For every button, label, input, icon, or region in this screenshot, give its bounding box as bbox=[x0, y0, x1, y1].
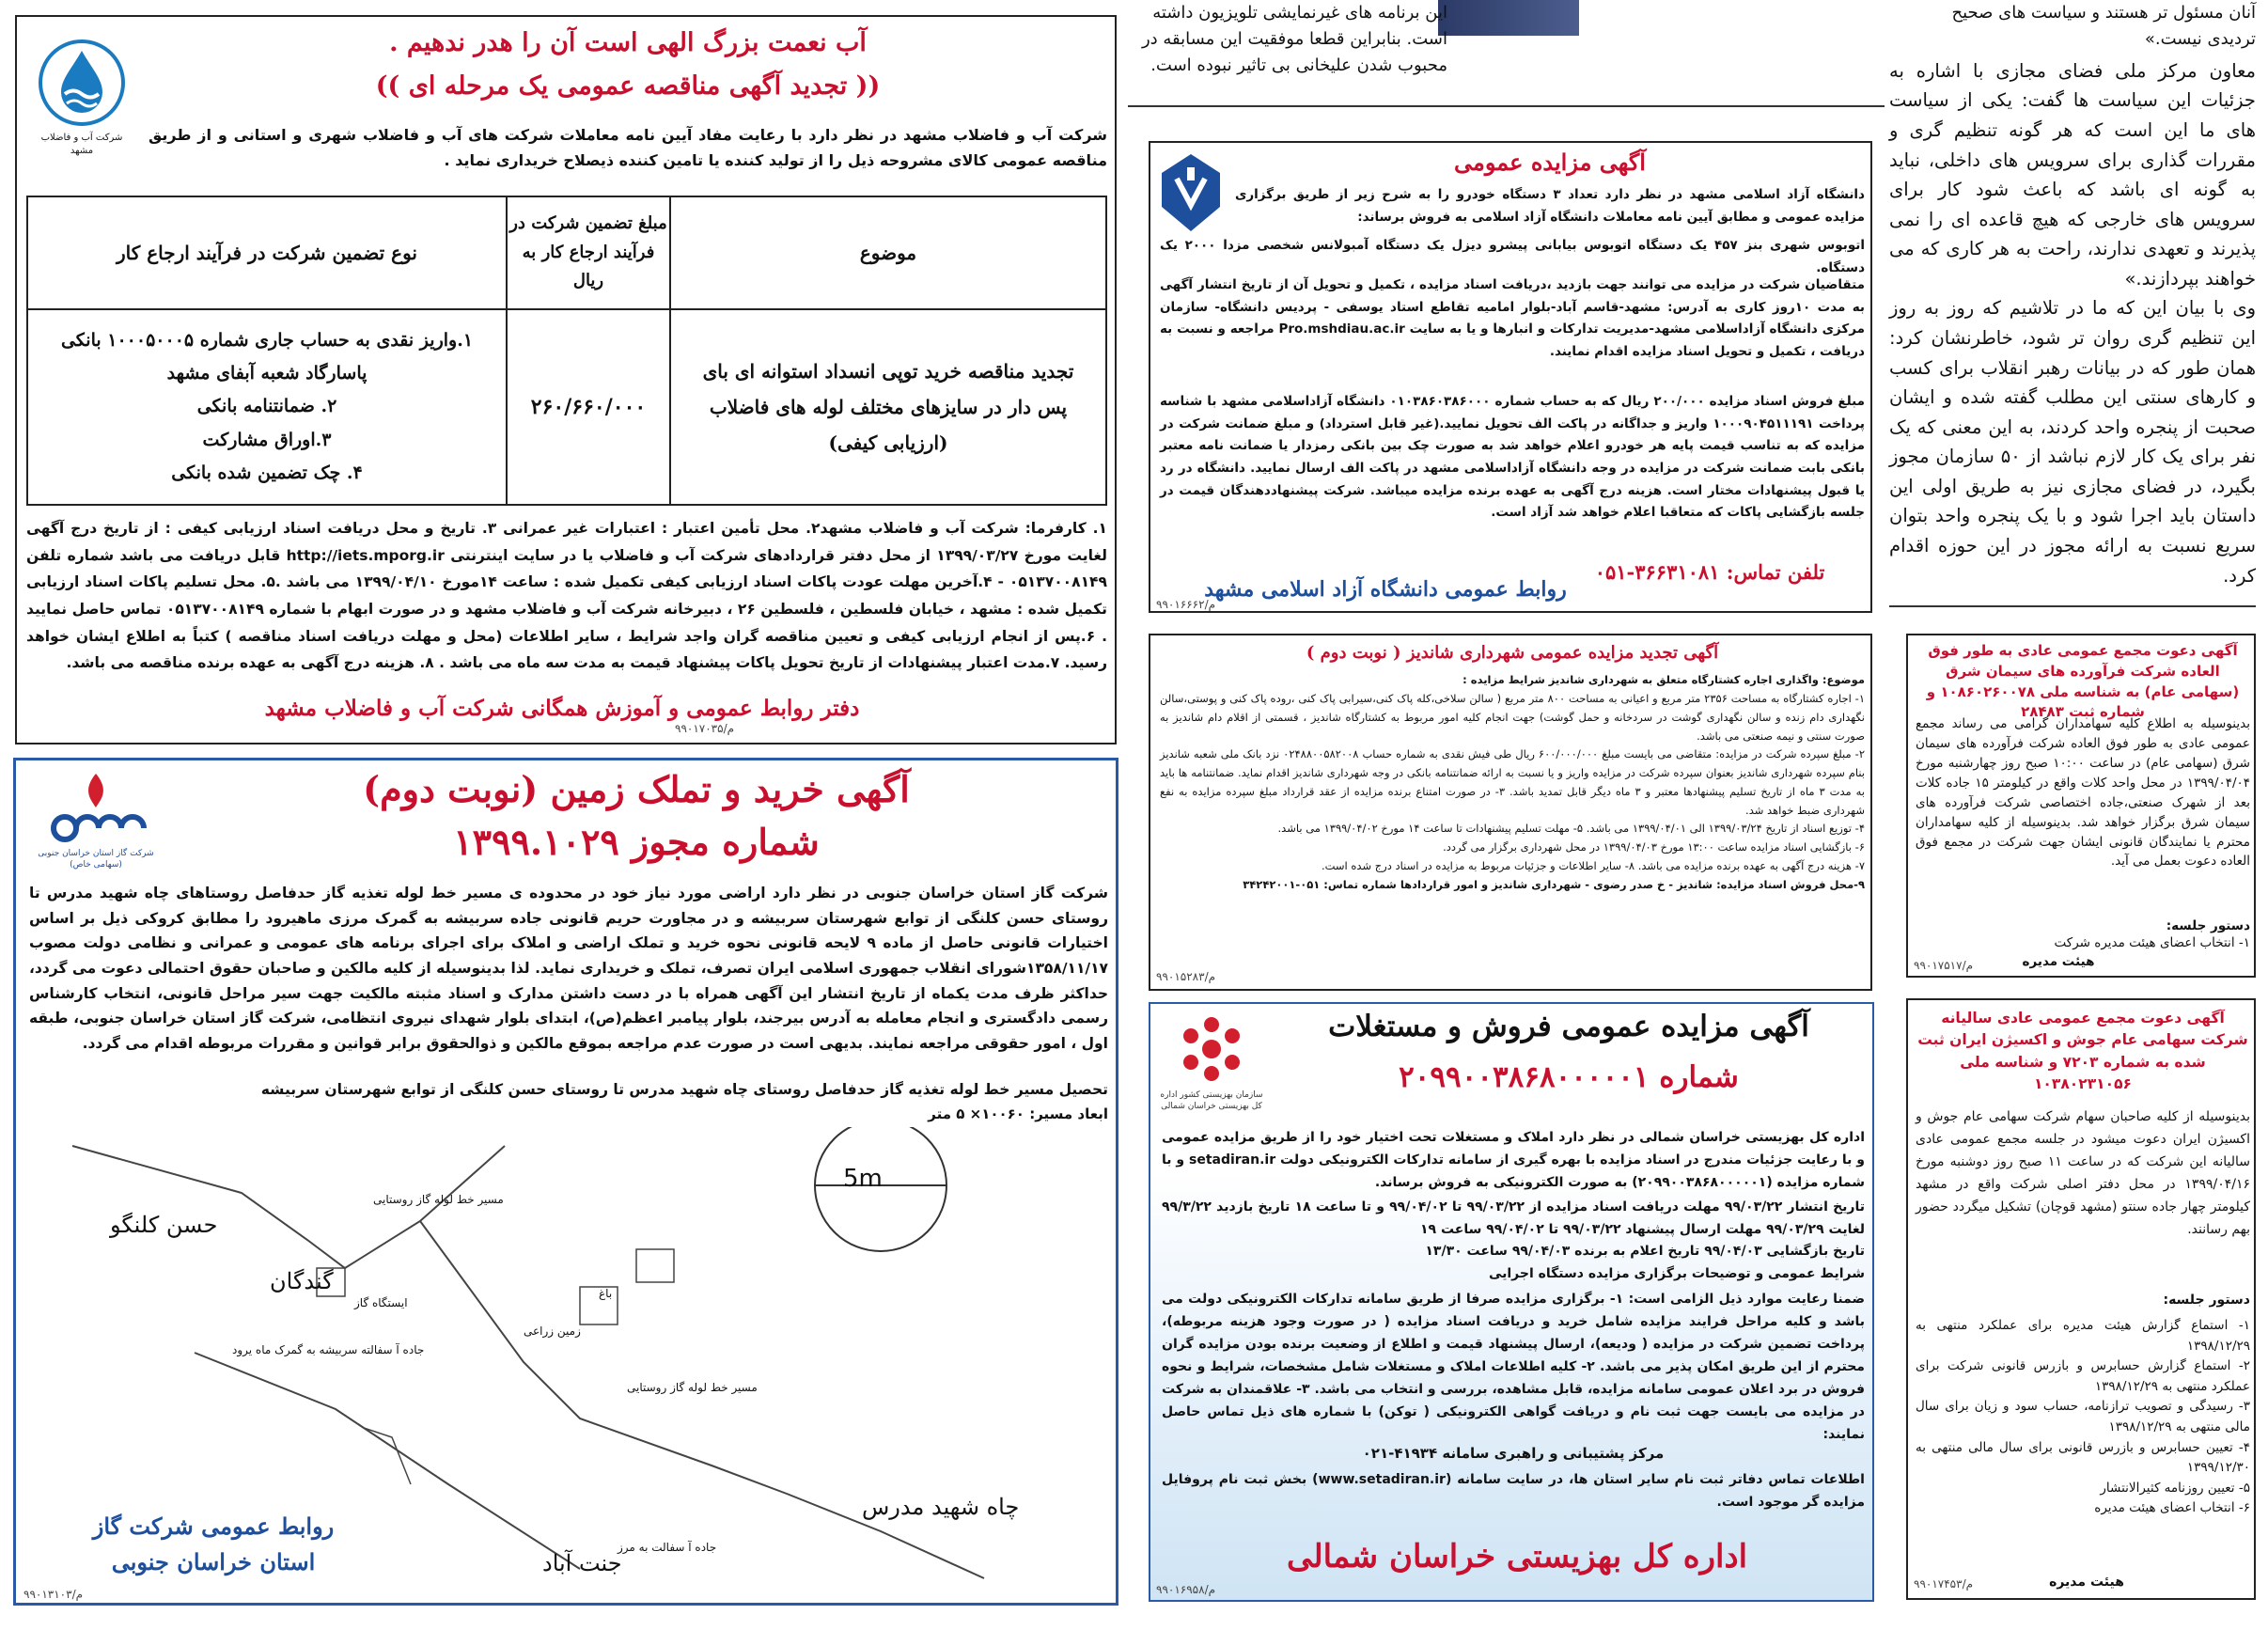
shandiz-item: ۹-محل فروش اسناد مزایده: شاندیز - خ صدر رضوی - شهرداری شاندیز و امور قراردادها شماره تماس: ۰۵۱-۳۴۲۴۲۰۰۱ bbox=[1243, 877, 1865, 891]
agenda-item: ۵- تعیین روزنامه کثیرالانتشار bbox=[2100, 1480, 2250, 1496]
water-footer: دفتر روابط عمومی و آموزش همگانی شرکت آب و فاضلاب مشهد bbox=[264, 696, 860, 721]
shandiz-item: ۱- اجاره کشتارگاه به مساحت ۲۳۵۶ متر مربع و اعیانی به مساحت ۸۰۰ متر مربع ( سالن سلاخی،کله پاک کنی،سیرابی پاک کنی ،روده پاک کنی و پوستی،سالن نگهداری دام زنده و سالن نگهداری گوشت در سردخانه و حمل گوشت) جهت انجام کلیه امور مربوط به کشتارگاه شاندیز ، قسمتی از اقلام دام شاندیز به صورت سنتی و نیمه صنعتی می باشد. bbox=[1160, 692, 1865, 743]
shandiz-item: ۲- مبلغ سپرده شرکت در مزایده: متقاضی می بایست مبلغ ۶۰۰/۰۰۰/۰۰۰ ریال طی فیش نقدی به شماره حساب ۰۲۴۸۸۰۰۵۸۲۰۰۸ نزد بانک ملی شعبه شاندیز بنام سپرده شهرداری شاندیز بعنوان سپرده شرکت در مزایده واریز و یا نسبت به ارائه ضمانتنامه بانکی در وجه شهرداری شاندیز اقدام نماید. ضمانتنامه ها باید به مدت ۳ ماه از تاریخ تسلیم پیشنهادها معتبر و ۳ ماه دیگر قابل تمدید باشد. ۳- در صورت امتناع برنده مزایده از عقد قرارداد مبلغ سپرده مزایده به نفع شهرداری ضبط خواهد شد. bbox=[1160, 747, 1865, 817]
top-mid-line-2: است. بنابراین قطعا موفقیت این مسابقه در bbox=[1141, 28, 1447, 49]
behzisti-conditions: ضمنا رعایت موارد ذیل الزامی است: ۱- برگزاری مزایده صرفا از طریق سامانه تدارکات الکترونیکی دولت می باشد و کلیه مراحل فرایند مزایده شامل خرید و دریافت اسناد مزایده ( در صورت وجود هزینه مربوطه)، پرداخت تضمین شرکت در مزایده ( ودیعه)، ارسال پیشنهاد قیمت و اطلاع از وضعیت برنده بودن مزایده گران محترم از این طریق امکان پذیر می باشد. ۲- کلیه اطلاعات املاک و مستغلات شامل مشخصات، شرایط و نحوه فروش در برد اعلان عمومی سامانه مزایده، قابل مشاهده، بررسی و انتخاب می باشد. ۳- علاقمندان به شرکت در مزایده می بایست جهت ثبت نام و دریافت گواهی الکترونیکی ( توکن) با شماره های ذیل تماس حاصل نمایند: bbox=[1162, 1292, 1865, 1443]
azad-footer: روابط عمومی دانشگاه آزاد اسلامی مشهد bbox=[1204, 577, 1567, 602]
gas-title: آگهی خرید و تملک زمین (نوبت دوم) bbox=[363, 768, 910, 810]
table-cell-guarantees bbox=[27, 309, 507, 505]
map-field-label: زمین زراعی bbox=[524, 1324, 581, 1338]
map-village-label: جنت آباد bbox=[542, 1550, 622, 1576]
azad-title: آگهی مزایده عمومی bbox=[1454, 149, 1646, 176]
map-pipe-label: مسیر خط لوله گاز روستایی bbox=[627, 1381, 758, 1394]
azad-conditions: متقاضیان شرکت در مزایده می توانند جهت بازدید ،دریافت اسناد مزایده ، تکمیل و تحویل آن از تاریخ انتشار آگهی به مدت ۱۰روز کاری به آدرس: مشهد-قاسم آباد-بلوار امامیه تقاطع استاد یوسفی - پردیس دانشگاه- سازمان مرکزی دانشگاه آزاداسلامی مشهد-مدیریت تدارکات و انبارها و یا به سایت Pro.mshdiau.ac.ir مراجعه و نسبت به دریافت ، تکمیل و تحویل اسناد مزایده اقدام نمایند. bbox=[1160, 277, 1865, 359]
cement-assembly-ad bbox=[1906, 634, 2256, 978]
map-scale-label: 5m bbox=[843, 1165, 883, 1193]
map-road-label: جاده آ سفالت به مرز bbox=[618, 1541, 717, 1554]
water-terms: ۱. کارفرما: شرکت آب و فاضلاب مشهد۲. محل تأمین اعتبار : اعتبارات غیر عمرانی ۳. تاریخ و محل دریافت اسناد ارزیابی کیفی : از تاریخ درج آگهی لغایت مورخ ۱۳۹۹/۰۳/۲۷ از محل دفتر قراردادهای شرکت آب و فاضلاب یا در سایت اینترنتی http://iets.mporg.ir قابل دریافت می باشد شماره تلفن ۰۵۱۳۷۰۰۸۱۴۹ - ۴.آخرین مهلت عودت پاکات اسناد ارزیابی کیفی تکمیل شده : ساعت ۱۴مورخ ۱۳۹۹/۰۴/۱۰ می باشد .۵. محل تسلیم پاکات اسناد ارزیابی تکمیل شده : مشهد ، خیابان فلسطین ، فلسطین ۲۶ ، دبیرخانه شرکت آب و فاضلاب مشهد و در صورت ابهام با شماره ۰۵۱۳۷۰۰۸۱۴۹ تماس حاصل نمایید . ۶.پس از انجام ارزیابی کیفی و تعیین مناقصه گران واجد شرایط ، سایر اطلاعات (محل و مهلت دریافت اسناد مناقصه ) کتباً به اطلاع ایشان خواهد رسید. ۷.مدت اعتبار پیشنهادات از تاریخ تحویل پاکات پیشنهاد قیمت به مدت سه ماه می باشد . ۸. هزینه درج آگهی به عهده برنده مناقصه می باشد. bbox=[26, 520, 1107, 672]
cement-title: آگهی دعوت مجمع عمومی عادی به طور فوق العاده شرکت فرآورده های سیمان شرق (سهامی عام) به شناسه ملی ۱۰۸۶۰۲۶۰۰۷۸ و شماره ثبت ۲۸۴۸۳ bbox=[1926, 642, 2240, 721]
table-header-subject: موضوع bbox=[670, 196, 1106, 309]
welfare-logo-icon bbox=[1174, 1011, 1249, 1087]
map-pipe-label: مسیر خط لوله گاز روستایی bbox=[373, 1193, 504, 1206]
pipeline-line bbox=[420, 1221, 984, 1578]
cement-sign: هیئت مدیره bbox=[2022, 954, 2095, 969]
guarantee-item: ۴. چک تضمین شده بانکی bbox=[171, 462, 363, 483]
shandiz-auction-ad bbox=[1149, 634, 1872, 991]
top-mid-line-3: محبوب شدن علیخانی بی تاثیر نبوده است. bbox=[1150, 55, 1447, 75]
gas-body: شرکت گاز استان خراسان جنوبی در نظر دارد اراضی مورد نیاز خود در محدوده ی مسیر خط لوله تغذیه گاز حدفاصل روستاهای چاه شهید مدرس تا روستای حسن کلنگی از توابع شهرستان سربیشه و در مجاورت حریم قانونی جاده سربیشه به گمرک مرزی ماهیرود را مطابق کروکی ذیل بر اساس اختیارات قانونی حاصل از ماده ۹ لایحه قانونی نحوه خرید و تملک اراضی و املاک برای اجرای برنامه های عمومی و عمرانی و نظامی دولت مصوب ۱۳۵۸/۱۱/۱۷شورای انقلاب جمهوری اسلامی ایران تصرف، تملک و خریداری نماید. لذا بدینوسیله از کلیه مالکین و صاحبان حقوق احتمالی دعوت می گردد، حداکثر ظرف مدت یکماه از تاریخ انتشار این آگهی همراه با در دست داشتن مدارک و اسناد مثبته مالکیت جهت سیر مراحل قانونی، انتخاب کارشناس رسمی دادگستری و انجام معامله به آدرس بیرجند، بلوار پیامبر اعظم(ص)، ابتدای بلوار شهدای نیروی انتظامی، شرکت گاز استان خراسان جنوبی، طبقه اول ، امور حقوقی مراجعه نمایند. بدیهی است در صورت عدم مراجعه بموقع مالکین و ذوالحقوق برابر قوانین و مقررات مربوطه اقدام می گردد. bbox=[29, 885, 1108, 1052]
top-mid-line-1: این برنامه های غیرنمایشی تلویزیون داشته bbox=[1152, 3, 1447, 23]
right-top-line-1: آنان مسئول تر هستند و سیاست های صحیح bbox=[1951, 3, 2256, 23]
oxygen-title: آگهی دعوت مجمع عمومی عادی سالیانه شرکت سهامی عام جوش و اکسیژن ایران ثبت شده به شماره ۷۲۰۳ و شناسه ملی ۱۰۳۸۰۲۳۱۰۵۶ bbox=[1917, 1010, 2248, 1092]
agenda-item: ۲- استماع گزارش حسابرس و بازرس قانونی شرکت برای عملکرد منتهی به ۱۳۹۸/۱۲/۲۹ bbox=[1916, 1358, 2250, 1394]
shandiz-item: ۷- هزینه درج آگهی به عهده برنده مزایده می باشد. ۸- سایر اطلاعات و جزئیات مربوط به مزایده در اسناد درج شده است. bbox=[1321, 858, 1865, 872]
agenda-item: ۶- انتخاب اعضای هیئت مدیره bbox=[2094, 1500, 2250, 1516]
flame-icon bbox=[35, 770, 157, 845]
water-title: (( تجدید آگهی مناقصه عمومی یک مرحله ای )) bbox=[375, 71, 881, 101]
behzisti-logo-caption: سازمان بهزیستی کشور اداره کل بهزیستی خراسان شمالی bbox=[1160, 1090, 1263, 1111]
azad-body: دانشگاه آزاد اسلامی مشهد در نظر دارد تعداد ۳ دستگاه خودرو را به شرح زیر از طریق برگزاری مزایده عمومی و مطابق آیین نامه معاملات دانشگاه آزاد اسلامی به فروش برساند: bbox=[1235, 187, 1865, 225]
water-slogan: آب نعمت بزرگ الهی است آن را هدر ندهیم . bbox=[389, 28, 867, 57]
agenda-item: ۱- استماع گزارش هیئت مدیره برای عملکرد منتهی به ۱۳۹۸/۱۲/۲۹ bbox=[1916, 1318, 2250, 1354]
oxygen-agenda bbox=[1916, 1316, 2250, 1519]
water-tender-ad bbox=[15, 15, 1117, 744]
right-column-article bbox=[1889, 0, 2256, 602]
cement-agenda: ۱- انتخاب اعضای هیئت مدیره شرکت bbox=[2054, 935, 2250, 950]
shandiz-items bbox=[1160, 690, 1865, 894]
map-village-label: چاه شهید مدرس bbox=[862, 1494, 1020, 1520]
shandiz-subject: موضوع: واگذاری اجاره کشتارگاه متعلق به شهرداری شاندیز شرایط مزایده : bbox=[1462, 673, 1865, 686]
shandiz-item: ۶- بازگشایی اسناد مزایده ساعت ۱۳:۰۰ مورخ ۱۳۹۹/۰۴/۰۳ در محل شهرداری برگزار می گردد. bbox=[1443, 840, 1865, 854]
gas-logo bbox=[25, 770, 166, 883]
azad-code: م/۹۹۰۱۶۶۶۲ bbox=[1156, 598, 1216, 611]
behzisti-auction-ad bbox=[1149, 1002, 1874, 1602]
cement-code: م/۹۹۰۱۷۵۱۷ bbox=[1914, 959, 1974, 972]
shandiz-title: آگهی تجدید مزایده عمومی شهرداری شاندیز ( نوبت دوم ) bbox=[1306, 643, 1719, 663]
table-cell-subject: تجدید مناقصه خرید توپی انسداد استوانه ای بای پس دار در سایزهای مختلف لوله های فاضلاب (ارزیابی کیفی) bbox=[670, 309, 1106, 505]
cement-body: بدینوسیله به اطلاع کلیه سهامداران گرامی می رساند مجمع عمومی عادی به طور فوق العاده شرکت فرآورده های سیمان شرق (سهامی عام) در ساعت ۱۰:۰۰ صبح روز چهارشنبه مورخ ۱۳۹۹/۰۴/۰۴ در محل واحد کلات واقع در کیلومتر ۱۵ جاده کلات بعد از شهرک صنعتی،جاده اختصاصی شرکت فرآورده های سیمان شرق برگزار خواهد شد. بدینوسیله از کلیه سهامداران محترم یا نمایندگان قانونی ایشان جهت شرکت در مجمع فوق العاده دعوت بعمل می آید. bbox=[1916, 716, 2251, 870]
behzisti-conditions-title: شرایط عمومی و توضیحات برگزاری مزایده دستگاه اجرایی bbox=[1488, 1266, 1865, 1281]
water-intro: شرکت آب و فاضلاب مشهد در نظر دارد با رعایت مفاد آیین نامه معاملات شرکت های آب و فاضلاب شهری و استانی و از طریق مناقصه عمومی کالای مشروحه ذیل را از تولید کننده یا تامین کننده ذیصلاح خریداری نماید . bbox=[149, 126, 1107, 170]
azad-auction-ad bbox=[1149, 141, 1872, 613]
gas-logo-caption: شرکت گاز استان خراسان جنوبی (سهامی خاص) bbox=[38, 849, 154, 870]
behzisti-support-2: اطلاعات تماس دفاتر ثبت نام سایر استان ها، در سایت سامانه (www.setadiran.ir) بخش ثبت نام پروفایل مزایده گر موجود است. bbox=[1162, 1472, 1865, 1511]
water-tender-table bbox=[26, 196, 1107, 506]
university-emblem-icon bbox=[1158, 150, 1224, 235]
water-logo-caption: شرکت آب و فاضلاب مشهد bbox=[40, 133, 123, 156]
oxygen-body: بدینوسیله از کلیه صاحبان سهام شرکت سهامی عام جوش و اکسیژن ایران دعوت میشود در جلسه مجمع عمومی عادی سالیانه این شرکت که در ساعت ۱۱ صبح روز دوشنبه مورخ ۱۳۹۹/۰۴/۱۶ در محل دفتر اصلی شرکت واقع در مشهد کیلومتر چهار جاده سنتو (مشهد قوچان) تشکیل میگردد حضور بهم رسانند. bbox=[1916, 1109, 2250, 1238]
map-station-label: ایستگاه گاز bbox=[354, 1296, 408, 1309]
cement-agenda-title: دستور جلسه: bbox=[2166, 918, 2250, 933]
shandiz-item: ۴- توزیع اسناد از تاریخ ۱۳۹۹/۰۳/۲۴ الی ۱۳۹۹/۰۴/۰۱ می باشد. ۵- مهلت تسلیم پیشنهادات تا ساعت ۱۴ مورخ ۱۳۹۹/۰۴/۰۲ می باشد. bbox=[1277, 822, 1865, 836]
map-field-label: باغ bbox=[599, 1287, 613, 1300]
map-village-label: گندگان bbox=[270, 1268, 334, 1294]
agenda-item: ۴- تعیین حسابرس و بازرس قانونی برای سال مالی منتهی به ۱۳۹۹/۱۲/۳۰ bbox=[1916, 1439, 2250, 1476]
right-top-line-2: تردیدی نیست.» bbox=[2144, 28, 2256, 49]
water-drop-icon bbox=[37, 38, 127, 128]
gas-permit: شماره مجوز ۱۳۹۹.۱۰۲۹ bbox=[453, 821, 820, 863]
gas-footer-line-2: استان خراسان جنوبی bbox=[111, 1548, 316, 1575]
oxygen-agenda-title: دستور جلسه: bbox=[2163, 1293, 2250, 1308]
behzisti-title: آگهی مزایده عمومی فروش و مستغلات bbox=[1328, 1010, 1809, 1043]
oxygen-sign: هیئت مدیره bbox=[2049, 1575, 2124, 1590]
water-logo bbox=[30, 38, 133, 179]
behzisti-footer: اداره کل بهزیستی خراسان شمالی bbox=[1286, 1538, 1748, 1575]
road-line bbox=[72, 1146, 505, 1268]
table-cell-amount: ۲۶۰/۶۶۰/۰۰۰ bbox=[507, 309, 670, 505]
map-road-label: جاده آ سفالته سربیشه به گمرک ماه یرود bbox=[232, 1343, 425, 1356]
behzisti-dates: تاریخ انتشار ۹۹/۰۳/۲۲ مهلت دریافت اسناد مزایده از ۹۹/۰۳/۲۲ تا ۹۹/۰۴/۰۲ و تا ساعت ۱۸ تاریخ بازدید ۹۹/۳/۲۲ لغایت ۹۹/۰۳/۲۹ مهلت ارسال پیشنهاد ۹۹/۰۳/۲۲ تا ۹۹/۰۴/۰۲ ساعت ۱۹ bbox=[1162, 1199, 1865, 1238]
guarantee-item: ۲. ضمانتنامه بانکی bbox=[196, 396, 337, 417]
behzisti-logo bbox=[1160, 1011, 1263, 1124]
top-mid-article bbox=[1137, 0, 1447, 85]
azad-vehicles: اتوبوس شهری بنز ۴۵۷ یک دستگاه اتوبوس بیابانی پیشرو دیزل یک دستگاه آمبولانس شخصی مزدا ۲۰۰۰ یک دستگاه. bbox=[1160, 238, 1866, 275]
behzisti-code: م/۹۹۰۱۶۹۵۸ bbox=[1156, 1583, 1216, 1596]
oxygen-assembly-ad bbox=[1906, 998, 2256, 1600]
behzisti-dates: تاریخ بازگشایی ۹۹/۰۴/۰۳ تاریخ اعلام به برنده ۹۹/۰۴/۰۳ ساعت ۱۳/۳۰ bbox=[1425, 1244, 1865, 1259]
gas-code: م/۹۹۰۱۳۱۰۳ bbox=[23, 1588, 84, 1601]
behzisti-support: مرکز پشتیبانی و راهبری سامانه ۴۱۹۳۴-۰۲۱ bbox=[1362, 1445, 1665, 1462]
azad-logo bbox=[1158, 150, 1224, 235]
gas-dimensions: ابعاد مسیر: ۱۰۰۶۰× ۵ متر bbox=[928, 1105, 1108, 1122]
behzisti-number: شماره ۲۰۹۹۰۰۳۸۶۸۰۰۰۰۰۱ bbox=[1399, 1060, 1739, 1094]
gas-footer-line-1: روابط عمومی شرکت گاز bbox=[92, 1512, 335, 1540]
table-header-guarantee-type: نوع تضمین شرکت در فرآیند ارجاع کار bbox=[27, 196, 507, 309]
shandiz-code: م/۹۹۰۱۵۲۸۳ bbox=[1156, 970, 1216, 983]
agenda-item: ۳- رسیدگی و تصویب ترازنامه، حساب سود و زیان برای سال مالی منتهی به ۱۳۹۸/۱۲/۲۹ bbox=[1916, 1399, 2250, 1434]
gas-land-ad bbox=[13, 758, 1118, 1606]
oxygen-code: م/۹۹۰۱۷۴۵۳ bbox=[1914, 1577, 1974, 1591]
guarantee-item: ۱.واریز نقدی به حساب جاری شماره ۱۰۰۰۵۰۰۰۵ بانکی پاسارگاد شعبه آبفای مشهد bbox=[60, 330, 474, 384]
map-field bbox=[636, 1249, 674, 1282]
gas-route: تحصیل مسیر خط لوله تغذیه گاز حدفاصل روستای چاه شهید مدرس تا روستای حسن کلنگی از توابع شهرستان سربیشه bbox=[260, 1081, 1108, 1098]
right-article-paragraph-1: معاون مرکز ملی فضای مجازی با اشاره به جزئیات این سیاست ها گفت: یکی از سیاست های ما این است که هر گونه تنظیم گری و مقررات گذاری برای سرویس های داخلی، نباید به گونه ای باشد که باعث شود کار برای سرویس های خارجی که هیچ قاعده ای را نمی پذیرند و تعهدی ندارند، راحت به هر کاری که می خواهند بپردازند.» bbox=[1889, 59, 2256, 290]
guarantee-item: ۳.اوراق مشارکت bbox=[202, 429, 332, 450]
map-village-label: حسن کلنگو bbox=[110, 1212, 218, 1238]
azad-phone: تلفن تماس: ۳۶۶۳۱۰۸۱-۰۵۱ bbox=[1594, 560, 1825, 584]
behzisti-body: اداره کل بهزیستی خراسان شمالی در نظر دارد املاک و مستغلات تحت اختیار خود را از طریق مزایده عمومی و با رعایت جزئیات مندرج در اسناد مزایده با بهره گیری از سامانه تدارکات الکترونیکی دولت setadiran.ir و با شماره مزایده (۲۰۹۹۰۰۳۸۶۸۰۰۰۰۰۱) به صورت الکترونیکی به فروش برساند. bbox=[1162, 1130, 1866, 1191]
top-mid-rule bbox=[1128, 105, 1885, 107]
right-column-rule bbox=[1889, 605, 2256, 607]
water-code: م/۹۹۰۱۷۰۳۵ bbox=[675, 722, 735, 735]
azad-fees: مبلغ فروش اسناد مزایده ۲۰۰/۰۰۰ ریال که به حساب شماره ۰۱۰۳۸۶۰۳۸۶۰۰۰ دانشگاه آزاداسلامی مشهد با شناسه پرداخت ۱۰۰۰۹۰۴۵۱۱۱۹۱ واریز و جداگانه در پاکت الف تحویل نمایید.(غیر قابل استرداد) و مبلغ ضمانت شرکت در مزایده که به تناسب قیمت پایه هر خودرو اعلام خواهد شد به صورت چک بین بانکی رمزدار یا ضمانت نامه معتبر بانکی بابت ضمانت شرکت در مزایده در وجه دانشگاه آزاداسلامی مشهد در پاکت الف ارسال نمایید. دانشگاه در رد یا قبول پیشنهادات مختار است. هزینه درج آگهی به عهده برنده مزایده میباشد. شرکت پیشنهاددهندگان قیمت در جلسه بازگشایی پاکات که متعاقبا اعلام خواهد شد آزاد است. bbox=[1160, 394, 1865, 521]
table-header-amount: مبلغ تضمین شرکت در فرآیند ارجاع کار به ریال bbox=[507, 196, 670, 309]
right-article-paragraph-2: وی با بیان این که ما در تلاشیم که روز به روز این تنظیم گری روان تر شود، خاطرنشان کرد: همان طور که در بیانات رهبر انقلاب برای کسب و کارهای سنتی این مطلب گفته شده و ایشان صحبت از پنجره واحد کردند، به این معنی که یک نفر برای یک کار لازم نباشد از ۵۰ سازمان مجوز بگیرد، در فضای مجازی نیز به طریق اولی این داستان باید اجرا شود و با یک پنجره واحد بتوان سریع نسبت به ارائه مجوز در این حوزه اقدام کرد. bbox=[1889, 297, 2256, 587]
top-image-fragment bbox=[1438, 0, 1579, 36]
